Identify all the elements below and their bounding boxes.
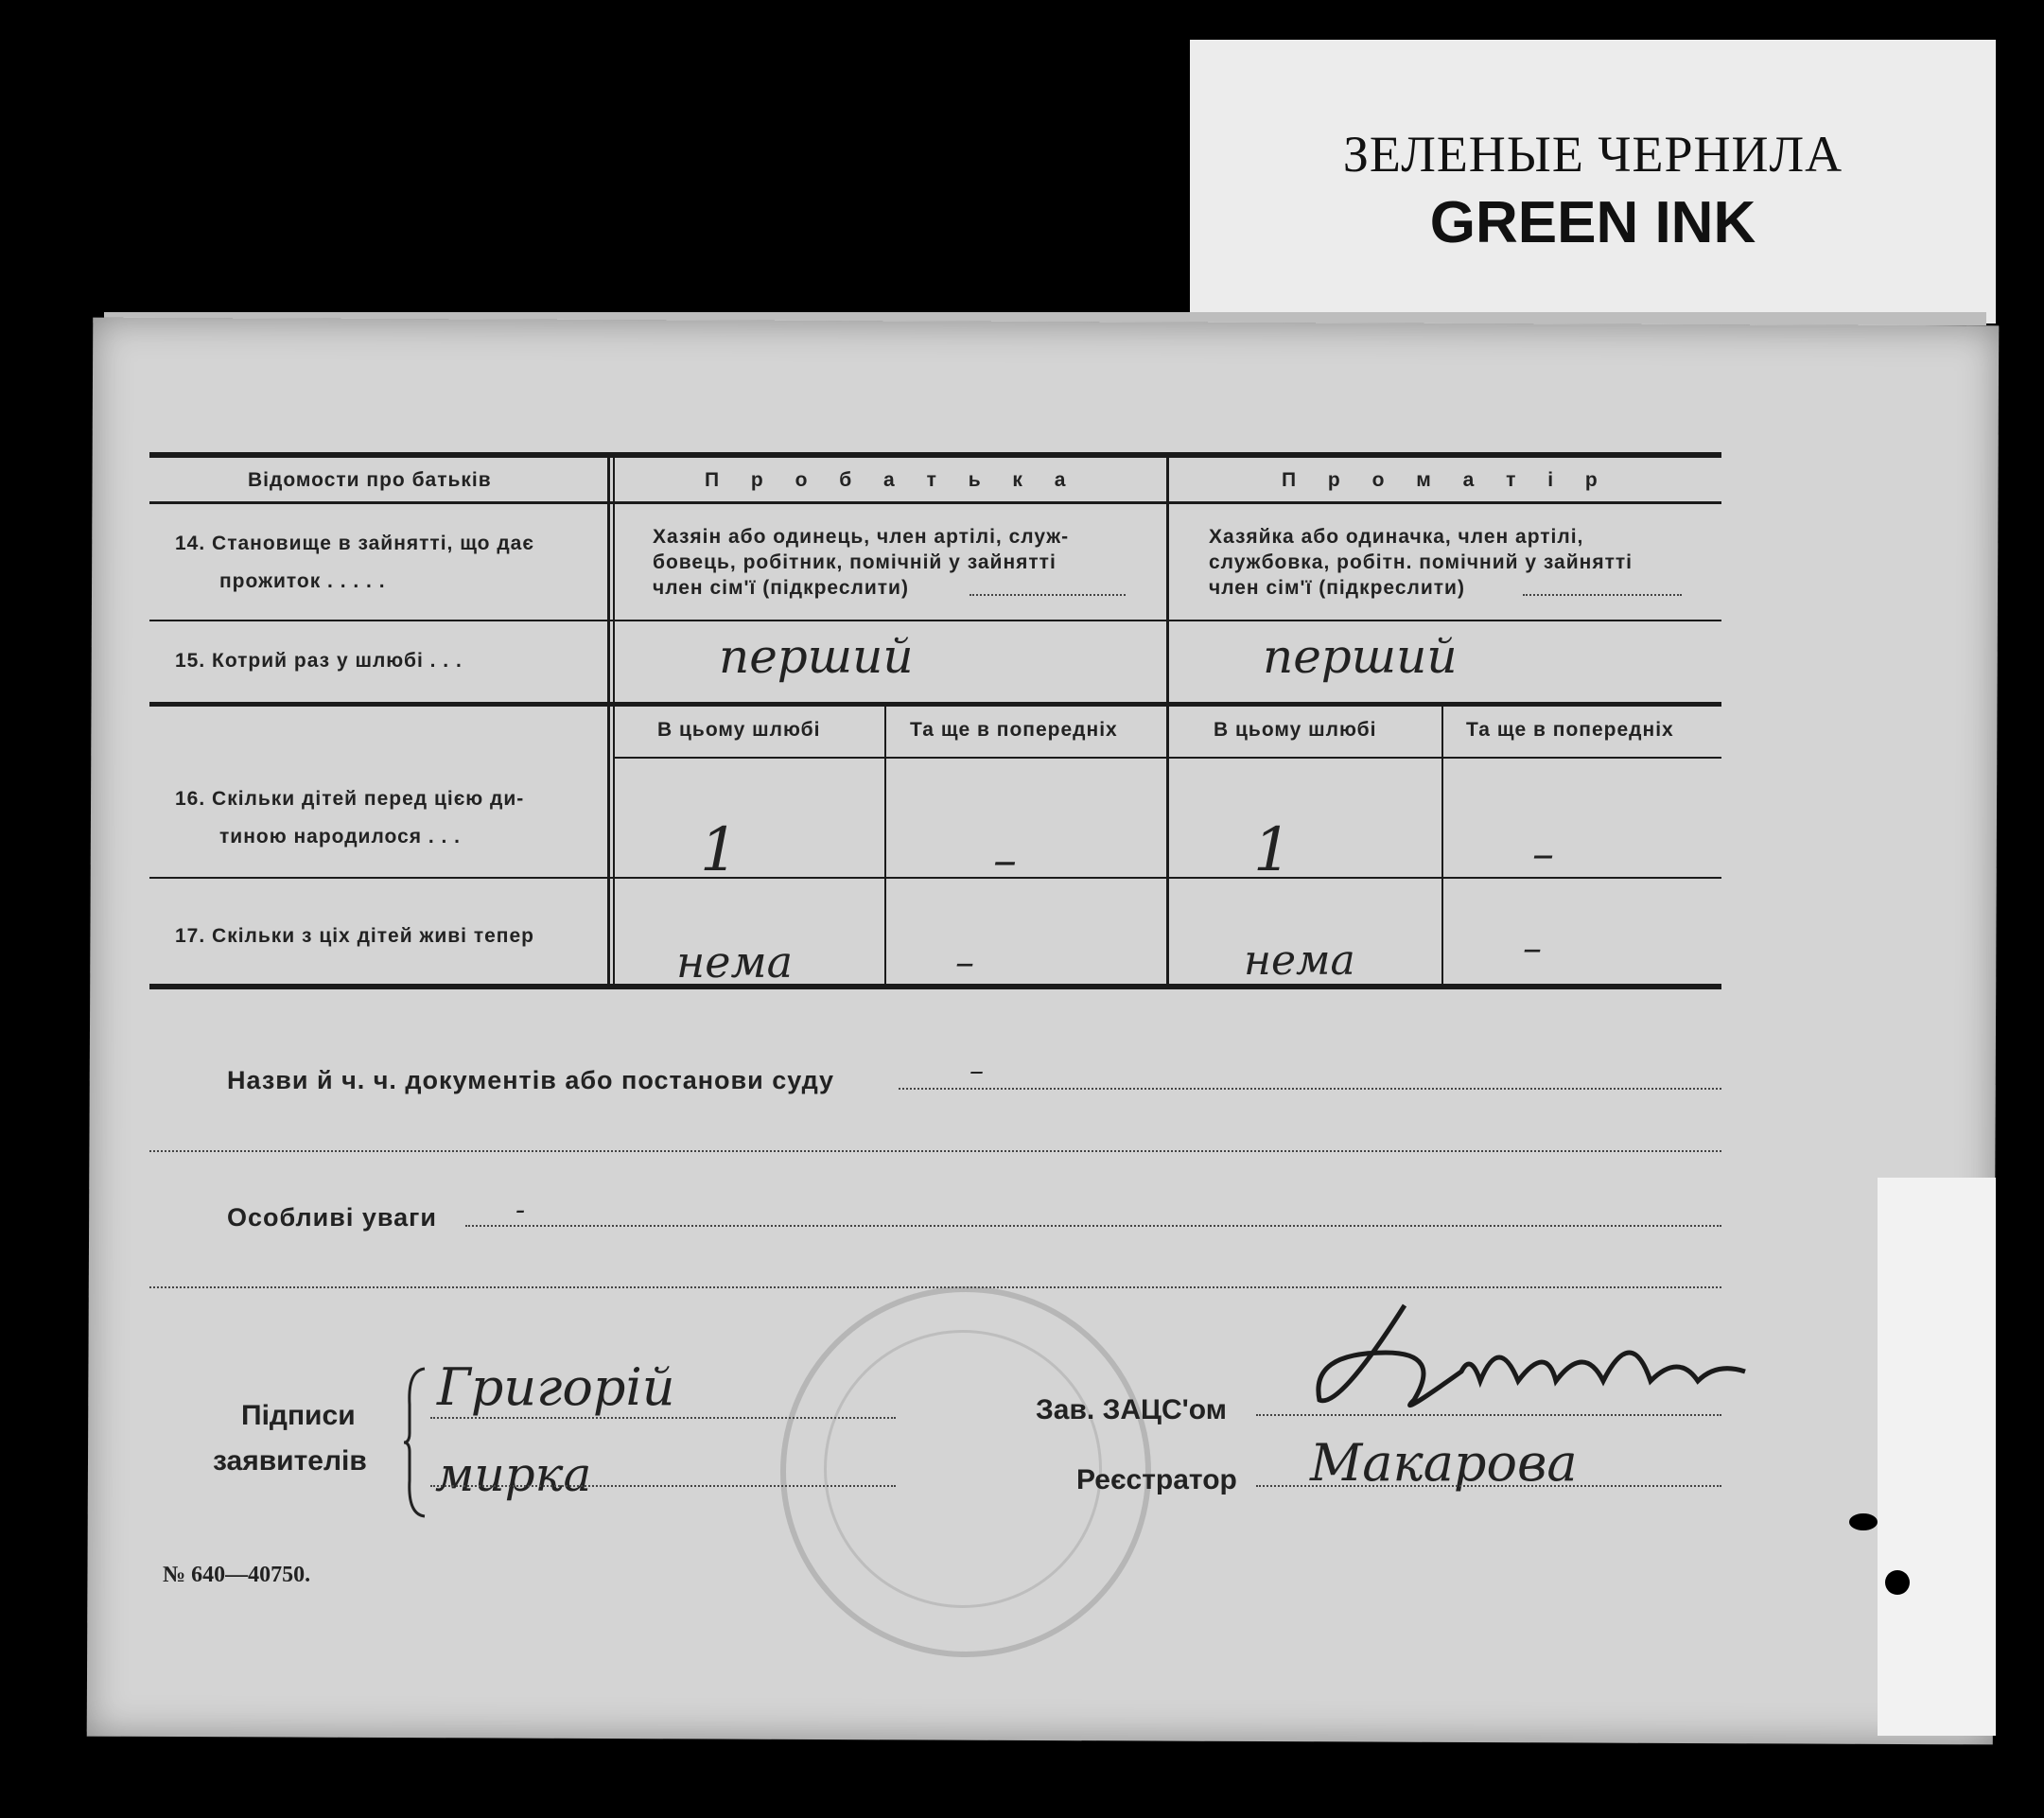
col-divider-mother-sub <box>1441 707 1443 984</box>
row14-rule <box>149 620 1721 621</box>
documents-line <box>899 1088 1721 1090</box>
row16-father-prev: – <box>993 832 1017 887</box>
row14-mother-text-3: член сім'ї (підкреслити) <box>1209 577 1465 599</box>
documents-line-2 <box>149 1150 1721 1152</box>
header-about-father: П р о б а т ь к а <box>705 469 1079 491</box>
table-bottom-rule <box>149 984 1721 989</box>
row17-mother-this: нема <box>1244 936 1355 985</box>
subheader-mother-previous: Та ще в попередніх <box>1466 719 1674 741</box>
applicant-2-signature: мирка <box>435 1447 592 1502</box>
punch-hole <box>1885 1570 1910 1595</box>
ink-label-russian: ЗЕЛЕНЫЕ ЧЕРНИЛА <box>1342 126 1843 183</box>
row14-father-text: Хазяін або одинець, член артілі, служ- <box>653 526 1070 548</box>
row14-label-cont: прожиток . . . . . <box>219 570 386 592</box>
row14-father-text-3: член сім'ї (підкреслити) <box>653 577 909 599</box>
notes-label: Особливі уваги <box>227 1203 437 1232</box>
row15-rule <box>149 702 1721 707</box>
punch-mark <box>1849 1513 1878 1530</box>
head-of-registry-line <box>1256 1414 1721 1416</box>
col-divider-2 <box>1166 458 1169 984</box>
row15-mother-value: перший <box>1263 629 1458 684</box>
row16-mother-this: 1 <box>1253 815 1292 885</box>
notes-line <box>465 1225 1721 1227</box>
row17-label: 17. Скільки з ціх дітей живі тепер <box>175 925 534 947</box>
ink-color-label-card <box>1190 40 1996 323</box>
torn-corner <box>1878 1178 1996 1736</box>
row16-father-this: 1 <box>700 815 739 885</box>
row14-father-line <box>970 594 1126 596</box>
row16-label-cont: тиною народилося . . . <box>219 826 462 848</box>
table-top-rule <box>149 452 1721 458</box>
head-of-registry-label: Зав. ЗАЦС'ом <box>1036 1394 1227 1425</box>
col-divider-father-sub <box>884 707 886 984</box>
applicant-1-line <box>430 1417 896 1419</box>
subheader-father-previous: Та ще в попередніх <box>910 719 1118 741</box>
notes-value: - <box>515 1194 526 1227</box>
subheader-father-this: В цьому шлюбі <box>657 719 821 741</box>
form-number: № 640—40750. <box>163 1563 311 1587</box>
applicant-2-line <box>430 1485 896 1487</box>
row15-label: 15. Котрий раз у шлюбі . . . <box>175 650 463 672</box>
row16-rule <box>149 877 1721 879</box>
header-info-about-parents: Відомости про батьків <box>248 469 492 491</box>
row17-mother-prev: – <box>1523 927 1542 970</box>
row14-mother-line <box>1523 594 1682 596</box>
row14-mother-text-2: службовка, робітн. помічний у зайнятті <box>1209 551 1633 573</box>
signatures-label-cont: заявителів <box>213 1445 367 1477</box>
documents-value: – <box>970 1055 984 1088</box>
header-rule <box>149 501 1721 504</box>
col-divider-1 <box>607 458 610 984</box>
subheader-mother-this: В цьому шлюбі <box>1214 719 1377 741</box>
row17-father-this: нема <box>676 936 794 988</box>
row14-mother-text: Хазяйка або одиначка, член артілі, <box>1209 526 1584 548</box>
ink-label-english: GREEN INK <box>1429 190 1756 255</box>
registrar-label: Реєстратор <box>1076 1464 1237 1495</box>
registrar-signature: Макарова <box>1310 1433 1578 1493</box>
row14-label: 14. Становище в зайнятті, що дає <box>175 533 534 554</box>
row15-father-value: перший <box>719 629 914 684</box>
signatures-brace <box>402 1367 430 1518</box>
header-about-mother: П р о м а т і р <box>1282 469 1611 491</box>
head-of-registry-signature <box>1301 1296 1773 1428</box>
row16-mother-prev: – <box>1532 828 1554 879</box>
applicant-1-signature: Григорій <box>437 1357 675 1417</box>
row17-father-prev: – <box>955 941 974 985</box>
row14-father-text-2: бовець, робітник, помічній у зайнятті <box>653 551 1057 573</box>
signatures-label: Підписи <box>241 1400 356 1431</box>
row16-label: 16. Скільки дітей перед цією ди- <box>175 788 525 810</box>
registrar-line <box>1256 1485 1721 1487</box>
col-divider-1b <box>613 458 615 984</box>
documents-label: Назви й ч. ч. документів або постанови суду <box>227 1066 835 1094</box>
